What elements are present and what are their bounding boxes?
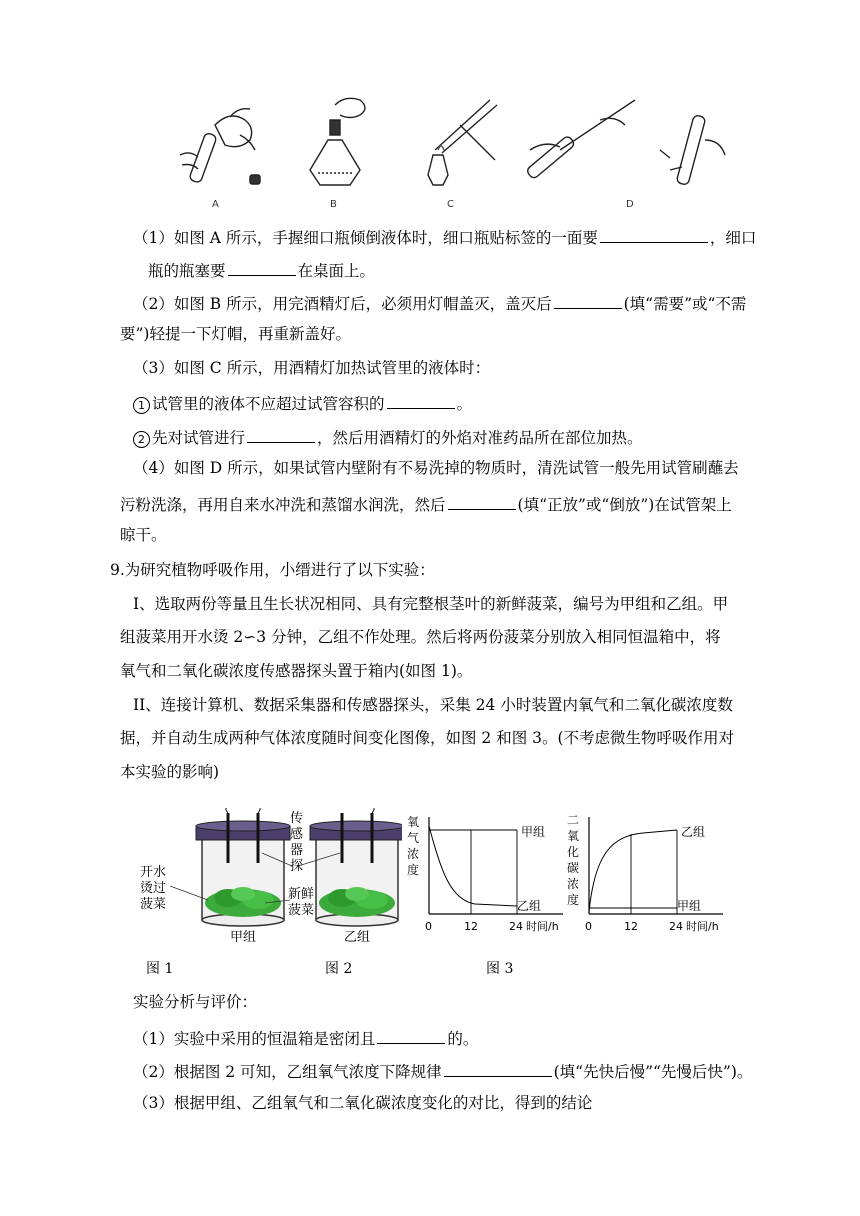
caption-fig1: 图 1 xyxy=(146,961,174,977)
q8-part1-line2 xyxy=(148,258,375,281)
fig2-ylabel-3: 浓 xyxy=(407,847,420,861)
q8-part1-line1 xyxy=(133,225,756,248)
q8-part4-line3 xyxy=(120,525,167,545)
q9-step1-text-b: 组菠菜用开水烫 2∽3 分钟，乙组不作处理。然后将两份菠菜分别放入相同恒温箱中，将 xyxy=(120,628,721,646)
analysis-q2 xyxy=(133,1059,752,1082)
q8-part1-text: （1）如图 A 所示，手握细口瓶倾倒液体时，细口瓶贴标签的一面要 xyxy=(133,229,598,247)
q8-part4-text-c: (填“正放”或“倒放”)在试管架上 xyxy=(517,496,732,514)
figure-label-d: D xyxy=(626,199,634,210)
fig3-tick-12: 12 xyxy=(624,920,638,933)
q8-part4-line1 xyxy=(133,458,739,478)
q9-title-text: 9.为研究植物呼吸作用，小缙进行了以下实验： xyxy=(110,561,435,579)
analysis-q2-text-b: (填“先快后慢”“先慢后快”)。 xyxy=(553,1063,753,1081)
figure-label-a: A xyxy=(212,199,219,210)
figure-d-washing-icon xyxy=(526,100,725,185)
sensor-label-2: 感 xyxy=(290,827,304,842)
q9-step2-line1 xyxy=(133,695,733,715)
sensor-label-4: 探 xyxy=(290,859,304,874)
boiled-label-3: 菠菜 xyxy=(140,897,167,912)
figure2-oxygen-chart xyxy=(403,812,573,937)
q8-part3-text: （3）如图 C 所示，用酒精灯加热试管里的液体时： xyxy=(133,359,491,377)
q8-item1-text-b: 。 xyxy=(456,395,473,413)
fresh-label-1: 新鲜 xyxy=(288,887,315,902)
q9-step1-text: I、选取两份等量且生长状况相同、具有完整根茎叶的新鲜菠菜，编号为甲组和乙组。甲 xyxy=(133,595,729,613)
boiled-label-2: 烫过 xyxy=(140,881,167,896)
q8-part3-line xyxy=(133,358,490,378)
q8-item1-text: 试管里的液体不应超过试管容积的 xyxy=(152,395,385,413)
fig2-ylabel-1: 氧 xyxy=(407,815,420,829)
q8-part4-text-d: 晾干。 xyxy=(120,526,167,544)
fig3-ylabel-5: 浓 xyxy=(567,877,580,891)
fig3-series-yi xyxy=(589,830,677,912)
figure1-apparatus xyxy=(140,808,402,948)
q9-title xyxy=(110,560,435,580)
figure3-co2-chart xyxy=(563,812,738,937)
q8-part2-line1 xyxy=(133,291,746,314)
figure-label-c: C xyxy=(447,199,454,210)
q9-step2-text: II、连接计算机、数据采集器和传感器探头，采集 24 小时装置内氧气和二氧化碳浓度数 xyxy=(133,696,733,714)
answer-blank[interactable] xyxy=(228,258,296,276)
figure-label-b: B xyxy=(330,199,337,210)
analysis-heading xyxy=(133,992,257,1012)
q9-step2-line3 xyxy=(120,762,219,782)
answer-blank[interactable] xyxy=(377,1026,445,1044)
fig3-ylabel-3: 化 xyxy=(567,845,580,859)
analysis-q1-text: （1）实验中采用的恒温箱是密闭且 xyxy=(133,1030,376,1048)
answer-blank[interactable] xyxy=(600,225,708,243)
fig3-xlabel: 时间/h xyxy=(686,920,719,933)
group-jia-label: 甲组 xyxy=(230,930,257,945)
q8-part3-item1 xyxy=(133,391,472,414)
sensor-label-1: 传 xyxy=(290,811,304,826)
caption-fig3: 图 3 xyxy=(486,961,514,977)
q9-step1-line1 xyxy=(133,594,728,614)
analysis-q3 xyxy=(133,1093,592,1113)
analysis-q2-text: （2）根据图 2 可知，乙组氧气浓度下降规律 xyxy=(133,1063,442,1081)
q9-step1-text-c: 氧气和二氧化碳浓度传感器探头置于箱内(如图 1)。 xyxy=(120,662,473,680)
fig2-tick-24: 24 xyxy=(509,920,523,933)
q8-part3-item2 xyxy=(133,425,643,448)
q8-item2-text: 先对试管进行 xyxy=(152,429,246,447)
figure-b-lamp-icon xyxy=(310,98,365,185)
fig3-series-top-label: 乙组 xyxy=(681,825,706,839)
q8-part1-text-d: 在桌面上。 xyxy=(297,262,376,280)
jar-jia xyxy=(196,808,290,926)
q9-step2-line2 xyxy=(120,728,734,748)
q8-part2-text: （2）如图 B 所示，用完酒精灯后，必须用灯帽盖灭，盖灭后 xyxy=(133,295,552,313)
q8-part2-text-c: 要”)轻提一下灯帽，再重新盖好。 xyxy=(120,325,351,343)
fig2-ylabel-4: 度 xyxy=(407,863,420,877)
figure-a-pouring-icon xyxy=(180,109,260,184)
answer-blank[interactable] xyxy=(247,425,315,443)
analysis-heading-text: 实验分析与评价： xyxy=(133,993,258,1011)
fig3-ylabel-2: 氧 xyxy=(567,829,580,843)
analysis-q3-text: （3）根据甲组、乙组氧气和二氧化碳浓度变化的对比，得到的结论 xyxy=(133,1094,593,1112)
answer-blank[interactable] xyxy=(387,391,455,409)
fig3-tick-0: 0 xyxy=(585,920,592,933)
q8-part1-text-b: ，细口 xyxy=(709,229,757,247)
q8-part4-text: （4）如图 D 所示，如果试管内壁附有不易洗掉的物质时，清洗试管一般先用试管刷蘸去 xyxy=(133,459,739,477)
q9-step2-text-b: 据，并自动生成两种气体浓度随时间变化图像，如图 2 和图 3。(不考虑微生物呼吸作用对 xyxy=(120,729,735,747)
fresh-label-2: 菠菜 xyxy=(288,903,315,918)
fig3-ylabel-6: 度 xyxy=(567,893,580,907)
circled-number: 1 xyxy=(133,397,150,414)
sensor-label-3: 器 xyxy=(290,843,304,858)
q9-step1-line3 xyxy=(120,661,472,681)
fig2-series-yi xyxy=(429,826,517,906)
jar-yi xyxy=(310,808,402,926)
analysis-q1 xyxy=(133,1026,478,1049)
group-yi-label: 乙组 xyxy=(344,930,371,945)
boiled-label-1: 开水 xyxy=(140,865,167,880)
q8-part2-text-b: (填“需要”或“不需 xyxy=(623,295,747,313)
fig3-tick-24: 24 xyxy=(669,920,683,933)
answer-blank[interactable] xyxy=(444,1059,552,1077)
answer-blank[interactable] xyxy=(554,291,622,309)
q9-step2-text-c: 本实验的影响) xyxy=(120,763,220,781)
q8-part4-text-b: 污粉洗涤，再用自来水冲洗和蒸馏水润洗，然后 xyxy=(120,496,446,514)
q8-part1-text-c: 瓶的瓶塞要 xyxy=(148,262,226,280)
fig2-xlabel: 时间/h xyxy=(526,920,559,933)
caption-fig2: 图 2 xyxy=(325,961,353,977)
circled-number: 2 xyxy=(133,431,150,448)
fig3-series-bottom-label: 甲组 xyxy=(677,899,702,913)
lab-operations-figure xyxy=(160,95,740,215)
figure-c-heating-icon xyxy=(428,100,497,185)
fig2-ylabel-2: 气 xyxy=(407,831,420,845)
fig2-tick-12: 12 xyxy=(464,920,478,933)
fig3-ylabel-1: 二 xyxy=(567,813,580,827)
q9-step1-line2 xyxy=(120,627,721,647)
answer-blank[interactable] xyxy=(448,492,516,510)
q8-part4-line2 xyxy=(120,492,732,515)
fig3-ylabel-4: 碳 xyxy=(567,861,580,875)
fig2-series-bottom-label: 乙组 xyxy=(517,899,542,913)
fig2-tick-0: 0 xyxy=(425,920,432,933)
analysis-q1-text-b: 的。 xyxy=(447,1030,479,1048)
fig2-series-top-label: 甲组 xyxy=(521,825,546,839)
q8-part2-line2 xyxy=(120,324,351,344)
q8-item2-text-b: ，然后用酒精灯的外焰对准药品所在部位加热。 xyxy=(317,429,643,447)
